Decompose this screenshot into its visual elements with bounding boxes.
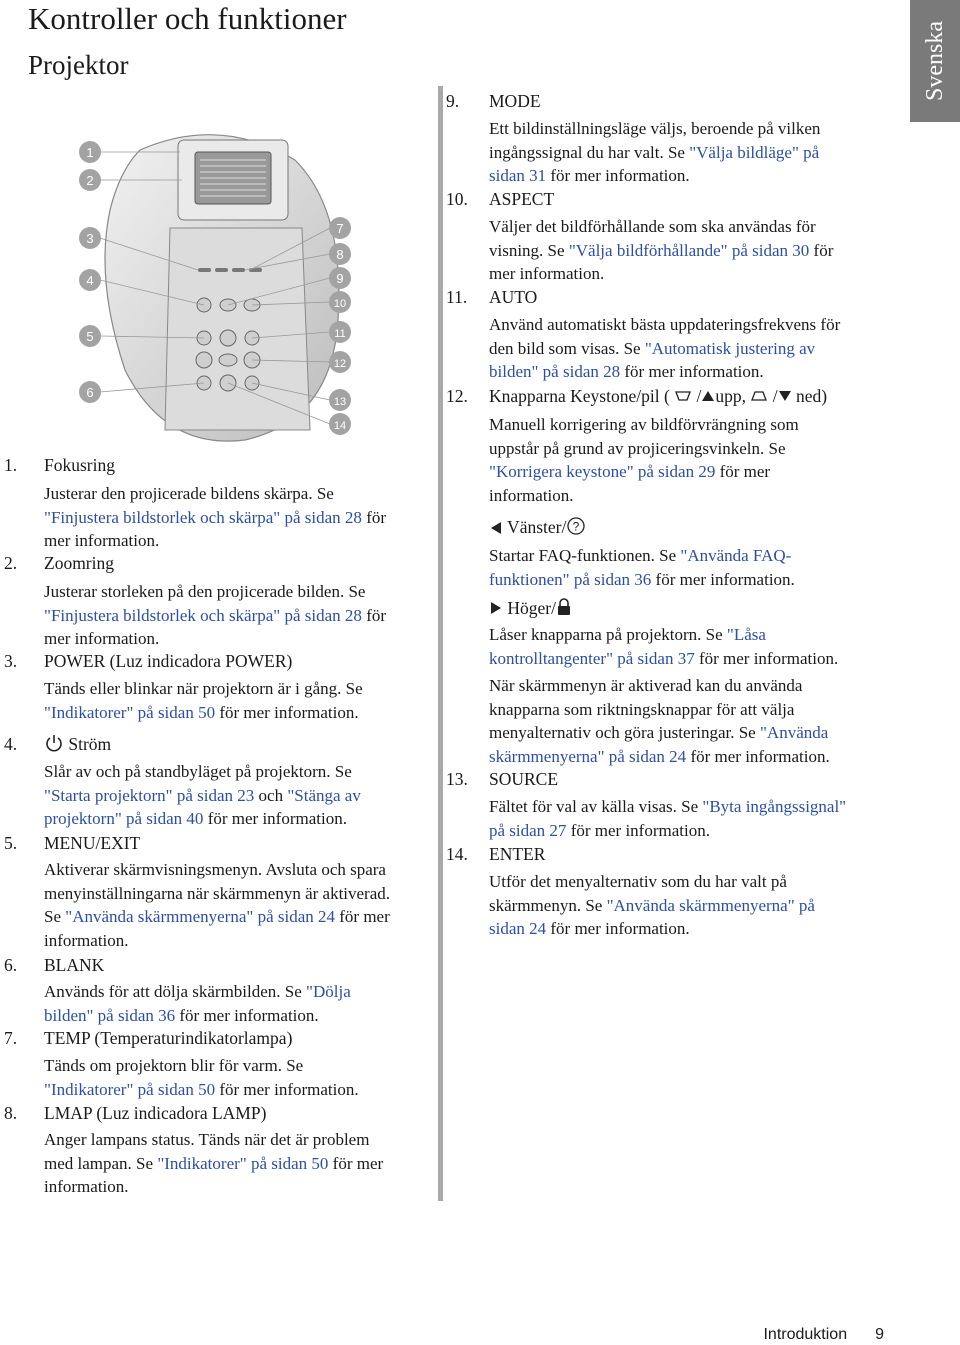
callout-14 [329, 413, 351, 435]
item-title: Zoomring [44, 553, 114, 573]
description-line [489, 721, 828, 745]
text-segment: Manuell korrigering av bildförvrängning som [489, 415, 799, 434]
text-segment: för [361, 507, 387, 527]
description-line [44, 1054, 303, 1078]
description-line [44, 980, 351, 1004]
text-segment: Justerar den projicerade bildens skärpa. Se [44, 484, 334, 503]
cross-reference-link[interactable]: "Dölja [306, 982, 351, 1001]
description-line [44, 784, 361, 808]
description-line [489, 141, 819, 165]
text-segment: knapparna som riktningsknappar för att välja [489, 699, 795, 719]
callout-11 [329, 321, 351, 343]
svg-text:5: 5 [86, 329, 94, 344]
description-line [489, 698, 794, 722]
svg-text:2: 2 [86, 173, 94, 188]
svg-text:8: 8 [336, 247, 344, 262]
text-segment: Använd automatiskt bästa uppdateringsfrekvens för [489, 315, 841, 334]
callout-10 [329, 291, 351, 313]
power-icon [44, 733, 64, 759]
svg-text:7: 7 [336, 221, 344, 236]
cross-reference-link[interactable]: "Låsa [726, 625, 766, 644]
description-line [489, 795, 846, 819]
cross-reference-link[interactable]: "Använda [759, 723, 829, 742]
text-segment: Slår av och på standbyläget på projektorn. Se [44, 762, 352, 781]
description-line [44, 677, 363, 701]
description-line [489, 460, 770, 484]
item-number: 14. [446, 844, 468, 864]
callout-9 [329, 267, 351, 289]
svg-text:?: ? [573, 519, 580, 534]
page-title: Kontroller och funktioner [28, 1, 347, 36]
text-segment: för mer information. [215, 702, 359, 722]
right-label [489, 597, 572, 622]
description-line [44, 604, 386, 628]
callout-13 [329, 389, 351, 411]
item-number: 7. [4, 1028, 18, 1048]
text-segment: för mer information. [546, 919, 690, 938]
cross-reference-link[interactable]: sidan 31 [489, 166, 547, 185]
keystone-up-icon [674, 386, 692, 409]
temp-indicator [215, 268, 228, 272]
description-line [489, 819, 710, 843]
text-segment: skärmmenyn. Se [489, 895, 607, 915]
text-segment: Utför det menyalternativ som du har valt på [489, 872, 787, 891]
item-title: MENU/EXIT [44, 833, 141, 853]
description-line [44, 858, 386, 882]
callout-12 [329, 351, 351, 373]
text-segment: menyalternativ och göra justeringar. Se [489, 723, 760, 742]
text-segment: Ett bildinställningsläge väljs, beroende på vilken [489, 119, 821, 138]
description-line [44, 627, 159, 651]
projector-diagram [70, 130, 370, 450]
cross-reference-link[interactable]: "Korrigera keystone" på sidan 29 [489, 462, 716, 481]
svg-text:4: 4 [86, 273, 94, 288]
callout-8 [329, 243, 351, 265]
cross-reference-link[interactable]: "Finjustera bildstorlek och skärpa" på sidan 28 [44, 507, 362, 527]
svg-text:14: 14 [333, 420, 347, 432]
text-segment: information. [44, 1177, 129, 1196]
cross-reference-link[interactable]: "Automatisk justering av [644, 338, 816, 358]
description-line [44, 1078, 359, 1102]
lock-icon [556, 598, 572, 622]
description-line [489, 544, 791, 568]
text-segment: för mer information. [686, 746, 830, 766]
description-line [489, 568, 795, 592]
description-line [489, 360, 764, 384]
item-title: ENTER [489, 844, 546, 864]
text-segment: för mer information. [215, 1079, 359, 1099]
svg-text:10: 10 [333, 298, 347, 310]
description-line [489, 745, 830, 769]
svg-text:11: 11 [334, 328, 346, 340]
cross-reference-link[interactable]: bilden" på sidan 28 [489, 362, 621, 381]
text-segment: information. [489, 485, 574, 505]
cross-reference-link[interactable]: bilden" på sidan 36 [44, 1005, 176, 1025]
description-line [489, 413, 799, 437]
text-segment: visning. Se [489, 240, 569, 260]
svg-text:6: 6 [86, 385, 94, 400]
keystone-down-icon [750, 386, 768, 409]
svg-text:12: 12 [333, 358, 347, 370]
description-line [44, 580, 365, 604]
callout-6 [79, 381, 101, 403]
description-line [489, 239, 833, 263]
right-arrow-icon [489, 598, 503, 621]
arrow-down-icon [778, 386, 792, 409]
left-label [489, 516, 586, 542]
item-title: SOURCE [489, 769, 559, 789]
description-line [44, 929, 129, 953]
cross-reference-link[interactable]: "Använda skärmmenyerna" på [606, 895, 815, 915]
cross-reference-link[interactable]: sidan 24 [489, 919, 547, 938]
svg-text:3: 3 [86, 231, 94, 246]
text-segment: för mer information. [546, 166, 690, 185]
sub-label-text: Vänster/ [503, 517, 567, 538]
text-segment: för mer information. [620, 362, 764, 381]
enter-button [219, 354, 237, 366]
text-segment: information. [44, 930, 129, 950]
svg-text:13: 13 [333, 396, 347, 408]
item-number: 2. [4, 553, 18, 573]
item-number: 10. [446, 189, 468, 209]
cross-reference-link[interactable]: skärmmenyerna" på sidan 24 [489, 746, 687, 766]
item-title-text: ned) [791, 386, 828, 406]
text-segment: Låser knapparna på projektorn. Se [489, 625, 727, 644]
text-segment: Anger lampans status. Tänds när det är problem [44, 1130, 370, 1149]
cross-reference-link[interactable]: "Byta ingångssignal" [702, 797, 847, 816]
text-segment: för mer [328, 1153, 384, 1173]
description-line [44, 1175, 129, 1199]
text-segment: den bild som visas. Se [489, 338, 645, 358]
text-segment: uppstår på grund av projiceringsvinkeln. Se [489, 438, 786, 458]
item-number: 5. [4, 833, 18, 853]
text-segment: för mer information. [175, 1005, 319, 1025]
item-title-text: / [692, 386, 702, 406]
item-number: 13. [446, 769, 468, 789]
item-number: 9. [446, 91, 460, 111]
item-number: 3. [4, 651, 18, 671]
cross-reference-link[interactable]: "Indikatorer" på sidan 50 [157, 1153, 329, 1173]
cross-reference-link[interactable]: "Indikatorer" på sidan 50 [44, 1079, 216, 1099]
description-line [44, 882, 390, 906]
text-segment: Tänds eller blinkar när projektorn är i gång. Se [44, 679, 363, 698]
item-title [44, 733, 111, 759]
text-segment: för [809, 240, 834, 260]
description-line [489, 484, 574, 508]
item-number: 6. [4, 955, 18, 975]
text-segment: Väljer det bildförhållande som ska användas för [489, 217, 816, 236]
text-segment: för mer information. [566, 820, 710, 840]
cross-reference-link[interactable]: "Stänga av [287, 785, 361, 805]
description-line [44, 506, 386, 530]
item-title [489, 385, 827, 409]
cross-reference-link[interactable]: "Finjustera bildstorlek och skärpa" på sidan 28 [44, 605, 362, 625]
text-segment: Startar FAQ-funktionen. Se [489, 546, 681, 565]
description-line [44, 1004, 319, 1028]
lamp-indicator [232, 268, 245, 272]
text-segment: för mer information. [203, 809, 347, 828]
cross-reference-link[interactable]: "Indikatorer" på sidan 50 [44, 702, 216, 722]
item-number: 11. [446, 287, 468, 307]
item-number: 12. [446, 386, 468, 406]
description-line [489, 313, 840, 337]
cross-reference-link[interactable]: projektorn" på sidan 40 [44, 809, 204, 828]
callout-1 [79, 141, 101, 163]
text-segment: Justerar storleken på den projicerade bilden. Se [44, 582, 366, 601]
text-segment: mer information. [489, 264, 605, 283]
item-title: Fokusring [44, 455, 115, 475]
help-icon [566, 516, 586, 542]
description-line [489, 917, 690, 941]
callout-2 [79, 169, 101, 191]
item-title: MODE [489, 91, 541, 111]
text-segment: mer information. [44, 531, 160, 550]
item-title: BLANK [44, 955, 105, 975]
item-number: 4. [4, 734, 18, 754]
left-button [196, 352, 212, 368]
description-line [44, 1128, 369, 1152]
description-line [489, 262, 604, 286]
description-line [489, 164, 690, 188]
description-line [489, 647, 838, 671]
cross-reference-link[interactable]: "Välja bildförhållande" på sidan 30 [568, 240, 810, 260]
text-segment: för mer [335, 907, 390, 926]
callout-4 [79, 269, 101, 291]
item-title: TEMP (Temperaturindikatorlampa) [44, 1028, 293, 1048]
page-subtitle: Projektor [28, 50, 129, 80]
text-segment: ingångssignal du har valt. Se [489, 142, 690, 162]
cross-reference-link[interactable]: "Använda skärmmenyerna" på sidan 24 [65, 907, 335, 926]
description-line [44, 1152, 383, 1176]
left-arrow-icon [489, 518, 503, 541]
cross-reference-link[interactable]: funktionen" på sidan 36 [489, 569, 652, 589]
page-footer [763, 1326, 884, 1344]
text-segment: för mer [715, 462, 771, 481]
text-segment: Aktiverar skärmvisningsmenyn. Avsluta och spara [44, 860, 386, 879]
text-segment: Se [44, 907, 66, 926]
text-segment: När skärmmenyn är aktiverad kan du använda [489, 676, 803, 695]
description-line [44, 482, 334, 506]
text-segment: Tänds om projektorn blir för varm. Se [44, 1056, 304, 1075]
page-number: 9 [875, 1326, 884, 1343]
cross-reference-link[interactable]: kontrolltangenter" på sidan 37 [489, 648, 695, 668]
description-line [44, 807, 347, 831]
description-line [44, 701, 359, 725]
description-line [489, 337, 815, 361]
description-line [489, 215, 816, 239]
language-tab: Svenska [910, 0, 960, 122]
description-line [44, 905, 390, 929]
text-segment: med lampan. Se [44, 1153, 158, 1173]
description-line [44, 760, 352, 784]
cross-reference-link[interactable]: på sidan 27 [489, 820, 567, 840]
cross-reference-link[interactable]: "Starta projektorn" på sidan 23 [44, 785, 255, 805]
text-segment: för [361, 605, 387, 625]
text-segment: för mer information. [694, 648, 839, 668]
text-segment: mer information. [44, 629, 160, 648]
text-segment: menyinställningarna när skärmmenyn är aktiverad. [44, 883, 391, 903]
description-line [44, 529, 159, 553]
description-line [489, 117, 820, 141]
svg-text:1: 1 [86, 145, 94, 160]
sub-label-text: Höger/ [503, 598, 556, 618]
item-title: POWER (Luz indicadora POWER) [44, 651, 293, 671]
item-number: 1. [4, 455, 18, 475]
text-segment: Används för att dölja skärmbilden. Se [44, 982, 307, 1001]
cross-reference-link[interactable]: "Välja bildläge" på [689, 142, 820, 162]
item-title-text: Ström [64, 734, 112, 755]
arrow-up-icon [701, 386, 715, 409]
callout-3 [79, 227, 101, 249]
item-number: 8. [4, 1103, 18, 1123]
keystone-up-button [220, 330, 236, 346]
column-divider [438, 86, 443, 1201]
description-line [489, 437, 786, 461]
callout-7 [329, 217, 351, 239]
text-segment: Fältet för val av källa visas. Se [489, 797, 703, 816]
text-segment: och [254, 785, 288, 805]
description-line [489, 894, 815, 918]
description-line [489, 623, 766, 647]
description-line [489, 674, 802, 698]
description-line [489, 870, 787, 894]
cross-reference-link[interactable]: "Använda FAQ- [680, 546, 792, 565]
item-title-text: upp, [715, 386, 751, 406]
item-title: AUTO [489, 287, 538, 307]
item-title: LMAP (Luz indicadora LAMP) [44, 1103, 267, 1123]
item-title-text: / [768, 386, 778, 406]
item-title-text: Knapparna Keystone/pil ( [489, 386, 675, 406]
item-title: ASPECT [489, 189, 555, 209]
power-indicator [198, 268, 211, 272]
text-segment: för mer information. [651, 569, 795, 589]
callout-5 [79, 325, 101, 347]
footer-section: Introduktion [763, 1326, 848, 1343]
svg-text:9: 9 [336, 271, 344, 286]
